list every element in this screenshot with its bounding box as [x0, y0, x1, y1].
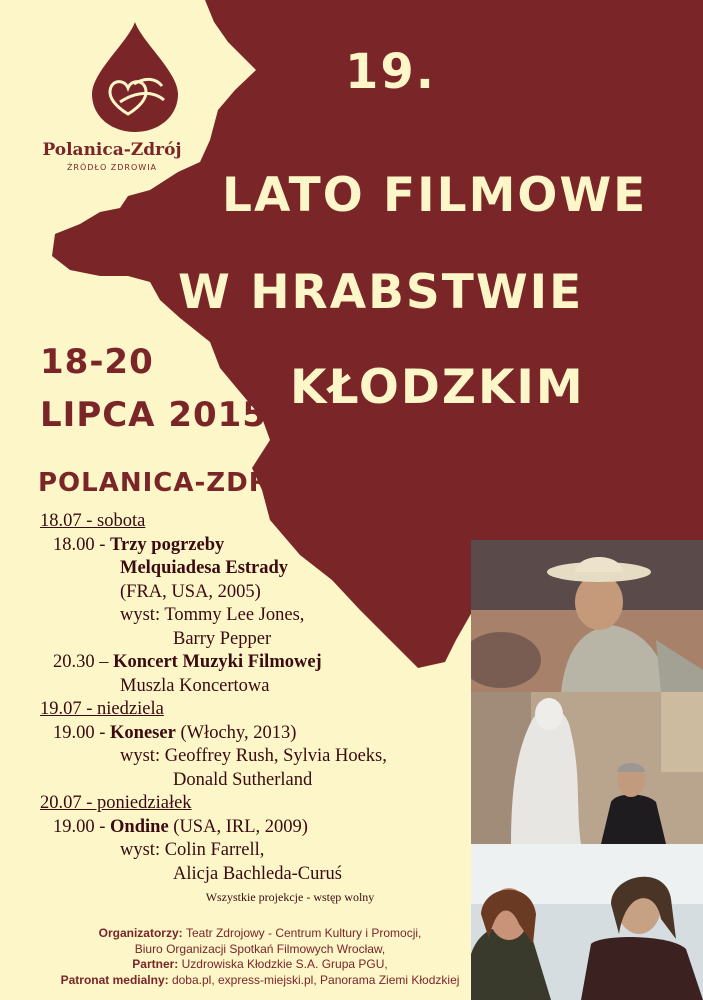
day-heading: 19.07 - niedziela	[40, 699, 164, 719]
organizers-label: Organizatorzy:	[98, 926, 186, 940]
cast-names: Geoffrey Rush, Sylvia Hoeks,	[164, 746, 387, 766]
event-cast-cont: Barry Pepper	[173, 628, 272, 649]
cast-names: Tommy Lee Jones,	[164, 605, 305, 625]
title-line-1: LATO FILMOWE	[222, 168, 648, 223]
organizers-block	[40, 926, 480, 988]
event-venue: Muszla Koncertowa	[120, 675, 270, 696]
organizers-line-1: Teatr Zdrojowy - Centrum Kultury i Promocji,	[185, 926, 422, 940]
cast-names: Colin Farrell,	[164, 840, 265, 860]
event-title: Ondine	[110, 816, 169, 837]
title-line-3: KŁODZKIM	[290, 360, 585, 415]
water-drop-heart-icon	[90, 22, 180, 134]
event-row	[40, 722, 480, 746]
media-label: Patronat medialny:	[60, 972, 172, 987]
event-title: Koneser	[110, 722, 176, 743]
event-time: 20.30 –	[53, 652, 114, 672]
event-cast	[40, 604, 480, 628]
event-time: 19.00 -	[53, 816, 111, 837]
event-title: Trzy pogrzeby	[110, 534, 225, 555]
logo	[30, 22, 200, 139]
event-origin: (Włochy, 2013)	[175, 722, 297, 743]
event-time: 18.00 -	[53, 534, 111, 555]
event-row	[40, 651, 480, 675]
event-row	[40, 816, 480, 840]
day-heading: 18.07 - sobota	[40, 511, 146, 531]
day-heading: 20.07 - poniedziałek	[40, 793, 192, 813]
location-heading: POLANICA-ZDRÓJ	[38, 468, 304, 498]
event-title: Koncert Muzyki Filmowej	[113, 652, 322, 672]
logo-tagline: ŹRÓDŁO ZDROWIA	[66, 163, 158, 172]
edition-number: 19.	[345, 44, 437, 100]
event-time: 19.00 -	[53, 722, 111, 743]
event-title-cont: Melquiadesa Estrady	[120, 558, 289, 578]
partner-label: Partner:	[132, 957, 182, 971]
title-line-2: W HRABSTWIE	[178, 265, 584, 320]
date-range: 18-20	[40, 342, 154, 382]
media-patrons: doba.pl, express-miejski.pl, Panorama Ziemi Kłodzkiej	[171, 972, 460, 987]
cast-label: wyst:	[120, 746, 165, 766]
event-origin: (USA, IRL, 2009)	[168, 816, 308, 837]
logo-name: Polanica-Zdrój	[42, 140, 182, 160]
event-cast	[40, 839, 480, 863]
event-origin: (FRA, USA, 2005)	[120, 581, 261, 602]
film-still-statue-image	[471, 692, 703, 844]
event-cast-cont: Donald Sutherland	[173, 769, 313, 790]
event-cast-cont: Alicja Bachleda-Curuś	[173, 863, 343, 884]
free-entry-note: Wszystkie projekcje - wstęp wolny	[205, 890, 375, 904]
film-still-ondine-image	[471, 844, 703, 1000]
partner-name: Uzdrowiska Kłodzkie S.A. Grupa PGU,	[181, 957, 388, 971]
cast-label: wyst:	[120, 605, 165, 625]
date-month-year: LIPCA 2015	[40, 395, 267, 435]
event-row	[40, 534, 480, 558]
organizers-line-2: Biuro Organizacji Spotkań Filmowych Wrocław,	[134, 941, 386, 956]
program-list	[40, 510, 480, 886]
event-cast	[40, 745, 480, 769]
cast-label: wyst:	[120, 840, 165, 860]
film-still-cowboy-image	[471, 540, 703, 692]
